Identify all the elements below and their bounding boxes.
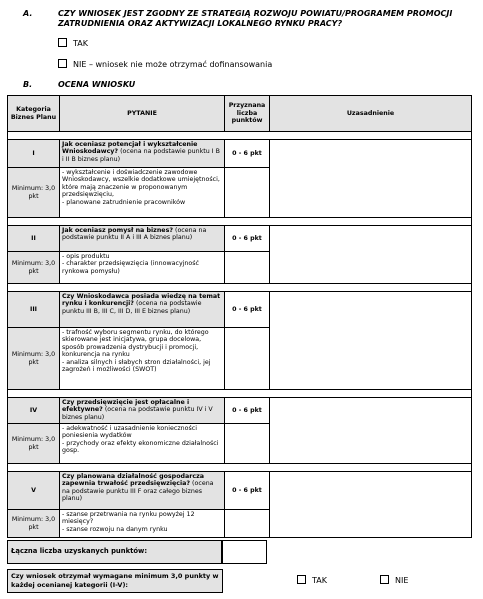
points-input-cell[interactable] bbox=[225, 328, 270, 390]
section-a-letter: A. bbox=[23, 9, 33, 18]
criteria-item: - wykształcenie i doświadczenie zawodowe Wnioskodawcy, wszelkie dodatkowe umiejętności, które mają znaczenie w proponowanym przedsięwzięciu, bbox=[62, 169, 220, 199]
question-bold: Czy przedsięwzięcie jest opłacalne i efektywne? bbox=[62, 399, 190, 414]
option-no-label-a: NIE – wniosek nie może otrzymać dofinansowania bbox=[73, 60, 273, 69]
criteria-item: - przychody oraz efekty ekonomiczne działalności gosp. bbox=[62, 439, 219, 455]
header-category: Kategoria Biznes Planu bbox=[8, 96, 60, 132]
question-source: (ocena na podstawie punktu IV i V biznes planu) bbox=[62, 406, 213, 421]
minimum-cell: Minimum: 3,0 pkt bbox=[8, 510, 60, 538]
points-range: 0 - 6 pkt bbox=[225, 472, 270, 510]
section-a-question-line1: CZY WNIOSEK JEST ZGODNY ZE STRATEGIĄ ROZWOJU POWIATU/PROGRAMEM PROMOCJI bbox=[58, 9, 453, 18]
category-roman: II bbox=[8, 226, 60, 252]
question-source: (ocena na podstawie punktu II A i III A biznes planu) bbox=[62, 227, 207, 242]
final-option-no[interactable] bbox=[380, 575, 408, 585]
category-roman: I bbox=[8, 140, 60, 168]
question-cell bbox=[60, 226, 225, 252]
minimum-cell: Minimum: 3,0 pkt bbox=[8, 168, 60, 218]
table-row bbox=[8, 472, 472, 510]
total-points-input[interactable] bbox=[221, 540, 267, 564]
section-a-question bbox=[58, 9, 478, 29]
option-no-label-final: NIE bbox=[395, 576, 409, 585]
category-roman: V bbox=[8, 472, 60, 510]
checkbox-yes-final[interactable] bbox=[297, 575, 306, 584]
points-range: 0 - 6 pkt bbox=[225, 140, 270, 168]
points-input-cell[interactable] bbox=[225, 168, 270, 218]
table-row bbox=[8, 398, 472, 424]
evaluation-table bbox=[7, 95, 472, 538]
total-label: Łączna liczba uzyskanych punktów: bbox=[11, 547, 148, 555]
justification-cell[interactable] bbox=[270, 292, 472, 390]
option-yes-label-final: TAK bbox=[312, 576, 327, 585]
criteria-cell bbox=[60, 168, 225, 218]
points-input-cell[interactable] bbox=[225, 510, 270, 538]
checkbox-yes-a[interactable] bbox=[58, 38, 67, 47]
category-roman: III bbox=[8, 292, 60, 328]
points-range: 0 - 6 pkt bbox=[225, 292, 270, 328]
question-cell bbox=[60, 140, 225, 168]
table-row bbox=[8, 292, 472, 328]
question-cell bbox=[60, 472, 225, 510]
section-a-question-line2: ZATRUDNIENIA ORAZ AKTYWIZACJI LOKALNEGO RYNKU PRACY? bbox=[58, 19, 343, 28]
criteria-cell bbox=[60, 328, 225, 390]
criteria-item: - adekwatność i uzasadnienie konieczności poniesienia wydatków bbox=[62, 425, 197, 440]
question-bold: Czy planowana działalność gospodarcza zapewnia trwałość przedsięwzięcia? bbox=[62, 473, 205, 488]
question-bold: Jak oceniasz pomysł na biznes? bbox=[62, 227, 173, 234]
question-bold: Jak oceniasz potencjał i wykształcenie Wnioskodawcy? bbox=[62, 141, 198, 156]
category-roman: IV bbox=[8, 398, 60, 424]
checkbox-no-final[interactable] bbox=[380, 575, 389, 584]
option-yes-label-a: TAK bbox=[73, 39, 88, 48]
header-question: PYTANIE bbox=[60, 96, 225, 132]
criteria-item: - szanse rozwoju na danym rynku bbox=[62, 525, 168, 533]
final-question-label: Czy wniosek otrzymał wymagane minimum 3,0 punkty w każdej ocenianej kategorii (I-V): bbox=[11, 572, 219, 589]
final-option-yes[interactable] bbox=[297, 575, 327, 585]
criteria-item: - trafność wyboru segmentu rynku, do którego skierowane jest inicjatywa, grupa docelowa, sposób prowadzenia dystrybucji i promocji, konkurencja na rynku bbox=[62, 329, 209, 359]
points-input-cell[interactable] bbox=[225, 252, 270, 284]
header-points: Przyznana liczba punktów bbox=[225, 96, 270, 132]
header-justification: Uzasadnienie bbox=[270, 96, 472, 132]
criteria-item: - planowane zatrudnienie pracowników bbox=[62, 198, 186, 206]
criteria-item: - analiza silnych i słabych stron działalności, jej zagrożeń i możliwości (SWOT) bbox=[62, 358, 211, 374]
checkbox-no-a[interactable] bbox=[58, 59, 67, 68]
section-b-title: OCENA WNIOSKU bbox=[58, 80, 136, 89]
justification-cell[interactable] bbox=[270, 472, 472, 538]
criteria-item: - szanse przetrwania na rynku powyżej 12 miesięcy? bbox=[62, 511, 195, 526]
section-b-letter: B. bbox=[23, 80, 33, 89]
question-bold: Czy Wnioskodawca posiada wiedzę na temat rynku i konkurencji? bbox=[62, 293, 221, 308]
section-a-option-no[interactable] bbox=[58, 59, 272, 69]
question-source: (ocena na podstawie punktu III F oraz całego biznes planu) bbox=[62, 480, 214, 503]
minimum-cell: Minimum: 3,0 pkt bbox=[8, 252, 60, 284]
question-source: (ocena na podstawie punktu I B i II B biznes planu) bbox=[62, 148, 220, 163]
minimum-cell: Minimum: 3,0 pkt bbox=[8, 328, 60, 390]
section-a-option-yes[interactable] bbox=[58, 38, 88, 48]
final-question-box bbox=[7, 569, 223, 593]
table-header-row bbox=[8, 96, 472, 132]
justification-cell[interactable] bbox=[270, 398, 472, 464]
points-range: 0 - 6 pkt bbox=[225, 398, 270, 424]
criteria-cell bbox=[60, 252, 225, 284]
table-row bbox=[8, 226, 472, 252]
question-cell bbox=[60, 398, 225, 424]
points-input-cell[interactable] bbox=[225, 424, 270, 464]
table-row bbox=[8, 140, 472, 168]
question-source: (ocena na podstawie punktu III B, III C, III D, III E biznes planu) bbox=[62, 300, 202, 315]
criteria-item: - opis produktu bbox=[62, 253, 110, 260]
question-cell bbox=[60, 292, 225, 328]
criteria-cell bbox=[60, 424, 225, 464]
justification-cell[interactable] bbox=[270, 226, 472, 284]
criteria-cell bbox=[60, 510, 225, 538]
minimum-cell: Minimum: 3,0 pkt bbox=[8, 424, 60, 464]
points-range: 0 - 6 pkt bbox=[225, 226, 270, 252]
total-label-box bbox=[7, 540, 223, 564]
justification-cell[interactable] bbox=[270, 140, 472, 218]
criteria-item: - charakter przedsięwzięcia (innowacyjność rynkowa pomysłu) bbox=[62, 260, 200, 275]
